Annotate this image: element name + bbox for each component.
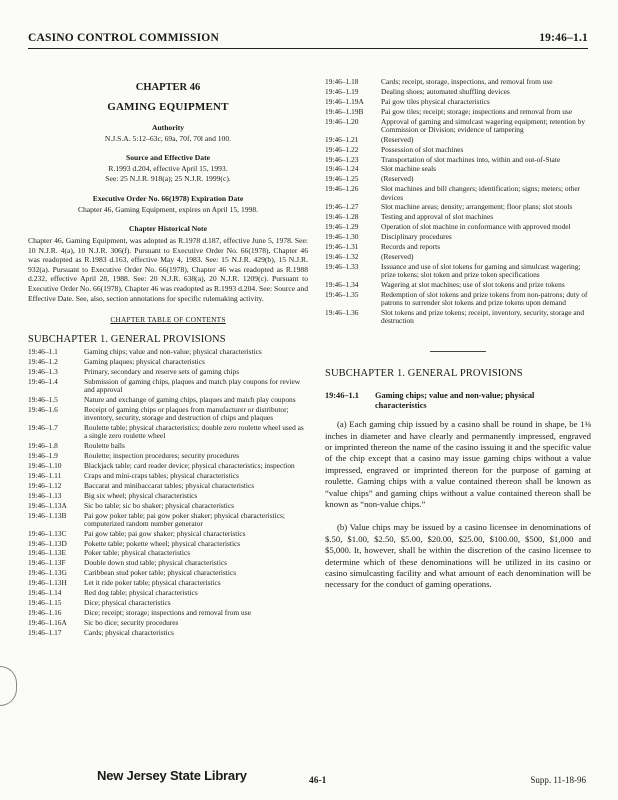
toc-row bbox=[28, 424, 308, 442]
toc-section-title: Slot tokens and prize tokens; receipt, inventory, security, storage and destruction bbox=[381, 308, 585, 326]
toc-section-title: Caribbean stud poker table; physical characteristics bbox=[84, 568, 237, 578]
toc-section-number: 19:46–1.2 bbox=[28, 357, 58, 367]
toc-section-title: Roulette; inspection procedures; security procedures bbox=[84, 451, 240, 461]
toc-section-title: Primary, secondary and reserve sets of gaming chips bbox=[84, 366, 240, 376]
toc-section-title: Receipt of gaming chips or plaques from manufacturer or distributor; inventory, security, storage and destruction of chips and plaques bbox=[84, 404, 289, 423]
toc-row bbox=[325, 185, 591, 203]
paragraph-a: (a) Each gaming chip issued by a casino shall be round in shape, be 1⅜ inches in diameter and have clearly and permanently impressed, engraved or imprinted thereon the name of the casino issuing it and the specific value of the chip except that a casino may issue gaming chips without a value impressed, engraved or imprinted thereon for the purpose of gaming at roulette. Gaming chips with a value contained thereon shall be known as “value chips” and gaming chips without a value contained thereon shall be known as “non-value chips.” bbox=[325, 419, 591, 510]
toc-section-number: 19:46–1.13C bbox=[28, 528, 67, 538]
toc-section-number: 19:46–1.13A bbox=[28, 500, 67, 510]
toc-section-number: 19:46–1.13B bbox=[28, 510, 67, 520]
toc-row bbox=[325, 291, 591, 309]
toc-section-number: 19:46–1.26 bbox=[325, 184, 359, 194]
toc-section-number: 19:46–1.13D bbox=[28, 538, 67, 548]
toc-row bbox=[28, 512, 308, 530]
toc-row bbox=[325, 165, 591, 175]
chapter-title: GAMING EQUIPMENT bbox=[107, 101, 229, 113]
toc-row bbox=[28, 629, 308, 639]
toc-section-title: Pai gow table; pai gow shaker; physical characteristics bbox=[84, 528, 246, 538]
toc-section-title: Transportation of slot machines into, within and out-of-State bbox=[381, 154, 561, 164]
paragraph-b: (b) Value chips may be issued by a casino licensee in denominations of $.50, $1.00, $2.50, $5.00, $20.00, $25.00, $100.00, $500, $1,000 and $5,000. It, however, shall be within the discretion of the casino licensee to determine which of these denominations will be utilized in its casino or casino simulcasting facility and what amount of each denomination will be necessary for the conduct of gaming operations. bbox=[325, 522, 591, 590]
toc-section-title: Issuance and use of slot tokens for gaming and simulcast wagering; prize tokens; slot token and prize token specifications bbox=[381, 261, 581, 280]
toc-section-title: Disciplinary procedures bbox=[381, 232, 452, 242]
toc-section-number: 19:46–1.9 bbox=[28, 451, 58, 461]
library-stamp: New Jersey State Library bbox=[97, 768, 247, 783]
toc-row bbox=[325, 118, 591, 136]
toc-section-number: 19:46–1.34 bbox=[325, 279, 359, 289]
toc-row bbox=[325, 243, 591, 253]
toc-section-title: Dealing shoes; automated shuffling devices bbox=[381, 86, 510, 96]
toc-section-number: 19:46–1.36 bbox=[325, 308, 359, 317]
toc-row bbox=[325, 156, 591, 166]
toc-section-number: 19:46–1.13F bbox=[28, 558, 66, 568]
toc-section-title: (Reserved) bbox=[381, 251, 414, 261]
left-column bbox=[28, 78, 308, 639]
toc-section-number: 19:46–1.6 bbox=[28, 404, 58, 414]
header-left: CASINO CONTROL COMMISSION bbox=[28, 32, 219, 44]
source-line-1: R.1993 d.204, effective April 15, 1993. bbox=[108, 164, 228, 173]
toc-section-title: Pai gow poker table; pai gow poker shaker; physical characteristics; computerized random number generator bbox=[84, 510, 285, 528]
toc-section-title: Possession of slot machines bbox=[381, 144, 464, 154]
toc-section-title: Roulette balls bbox=[84, 441, 125, 451]
section-number: 19:46–1.1 bbox=[325, 391, 359, 401]
toc-row bbox=[28, 406, 308, 424]
toc-section-number: 19:46–1.20 bbox=[325, 116, 359, 126]
toc-section-number: 19:46–1.30 bbox=[325, 232, 359, 242]
toc-section-title: Redemption of slot tokens and prize tokens from non-patrons; duty of patrons to surrender slot tokens and prize tokens upon demand bbox=[381, 289, 588, 308]
toc-section-number: 19:46–1.27 bbox=[325, 202, 359, 212]
toc-section-title: Big six wheel; physical characteristics bbox=[84, 490, 198, 500]
toc-row bbox=[28, 378, 308, 396]
toc-section-title: Blackjack table; card reader device; physical characteristics; inspection bbox=[84, 461, 295, 471]
toc-section-number: 19:46–1.7 bbox=[28, 423, 58, 433]
toc-section-title: Approval of gaming and simulcast wagering equipment; retention by Commission or Division; evidence of tampering bbox=[381, 116, 586, 134]
toc-section-title: Pai gow tiles physical characteristics bbox=[381, 96, 490, 106]
toc-section-title: Wagering at slot machines; use of slot tokens and prize tokens bbox=[381, 279, 565, 289]
section-title: Gaming chips; value and non-value; physical characteristics bbox=[375, 391, 535, 411]
toc-section-number: 19:46–1.31 bbox=[325, 241, 359, 251]
toc-section-number: 19:46–1.13 bbox=[28, 490, 62, 500]
toc-section-number: 19:46–1.10 bbox=[28, 461, 62, 471]
toc-section-title: Sic bo table; sic bo shaker; physical characteristics bbox=[84, 500, 235, 510]
supplement-date: Supp. 11-18-96 bbox=[530, 775, 586, 785]
historical-note-text: Chapter 46, Gaming Equipment, was adopted as R.1978 d.187, effective June 5, 1978. See: 10 N.J.R. 4(a), 10 N.J.R. 306(f). Pursuant to Executive Order No. 66(1978), Chapter 46 was readopted as R.1983 d.163, effective May 4, 1983. See: 15 N.J.R. 429(b), 15 N.J.R. 932(a). Pursuant to Executive Order No. 66(1978), Chapter 46 was readopted as R.1988 d.232, effective April 28, 1988. See: 20 N.J.R. 638(a), 20 N.J.R. 1209(c). Pursuant to Executive Order No. 66(1978), Chapter 46 was readopted as R.1993 d.204. See: Source and Effective Date. See, also, section annotations for specific rulemaking activity. bbox=[28, 236, 308, 303]
toc-section-number: 19:46–1.16A bbox=[28, 617, 67, 627]
toc-section-title: Craps and mini-craps tables; physical characteristics bbox=[84, 470, 239, 480]
toc-section-title: Baccarat and minibaccarat tables; physical characteristics bbox=[84, 480, 255, 490]
toc-section-number: 19:46–1.15 bbox=[28, 597, 62, 607]
toc-section-number: 19:46–1.22 bbox=[325, 144, 359, 154]
toc-section-title: (Reserved) bbox=[381, 174, 414, 184]
toc-title: CHAPTER TABLE OF CONTENTS bbox=[110, 315, 226, 325]
toc-section-number: 19:46–1.3 bbox=[28, 366, 58, 376]
exec-order-text: Chapter 46, Gaming Equipment, expires on April 15, 1998. bbox=[77, 205, 259, 214]
toc-section-title: Cards; physical characteristics bbox=[84, 627, 174, 637]
toc-section-title: Nature and exchange of gaming chips, plaques and match play coupons bbox=[84, 395, 296, 405]
toc-section-number: 19:46–1.13E bbox=[28, 548, 66, 558]
toc-section-number: 19:46–1.33 bbox=[325, 261, 359, 271]
toc-section-title: (Reserved) bbox=[381, 134, 414, 144]
toc-section-title: Sic bo dice; security procedures bbox=[84, 617, 179, 627]
source-line-2: See: 25 N.J.R. 918(a); 25 N.J.R. 1999(c). bbox=[105, 174, 231, 183]
authority-heading: Authority bbox=[151, 123, 185, 132]
historical-note-heading: Chapter Historical Note bbox=[129, 224, 207, 233]
toc-section-number: 19:46–1.29 bbox=[325, 222, 359, 232]
authority-text: N.J.S.A. 5:12–63c, 69a, 70f, 70l and 100. bbox=[104, 134, 232, 143]
toc-section-number: 19:46–1.19A bbox=[325, 96, 364, 106]
toc-section-number: 19:46–1.28 bbox=[325, 212, 359, 222]
toc-section-title: Let it ride poker table; physical characteristics bbox=[84, 578, 221, 588]
toc-section-title: Roulette table; physical characteristics; double zero roulette wheel used as a single zero roulette wheel bbox=[84, 423, 304, 441]
toc-section-number: 19:46–1.11 bbox=[28, 470, 62, 480]
toc-section-number: 19:46–1.12 bbox=[28, 480, 62, 490]
toc-row bbox=[325, 309, 591, 327]
toc-section-number: 19:46–1.25 bbox=[325, 174, 359, 184]
toc-section-number: 19:46–1.5 bbox=[28, 395, 58, 405]
toc-section-title: Gaming plaques; physical characteristics bbox=[84, 357, 205, 367]
toc-section-title: Operation of slot machine in conformance with approved model bbox=[381, 222, 571, 232]
toc-section-title: Testing and approval of slot machines bbox=[381, 212, 494, 222]
toc-section-number: 19:46–1.4 bbox=[28, 376, 58, 386]
toc-section-number: 19:46–1.19 bbox=[325, 86, 359, 96]
toc-section-number: 19:46–1.14 bbox=[28, 588, 62, 598]
toc-right-list bbox=[325, 78, 591, 327]
section-divider bbox=[430, 351, 486, 352]
toc-section-number: 19:46–1.16 bbox=[28, 607, 62, 617]
toc-section-title: Red dog table; physical characteristics bbox=[84, 588, 198, 598]
toc-row bbox=[325, 233, 591, 243]
toc-section-title: Pokette table; pokette wheel; physical characteristics bbox=[84, 538, 241, 548]
section-heading bbox=[325, 391, 591, 411]
toc-section-number: 19:46–1.21 bbox=[325, 134, 359, 144]
toc-section-title: Slot machine seals bbox=[381, 164, 437, 174]
page-number: 46-1 bbox=[309, 776, 327, 786]
running-header bbox=[28, 30, 588, 49]
toc-section-title: Dice; receipt; storage; inspections and removal from use bbox=[84, 607, 251, 617]
toc-section-title: Slot machines and bill changers; identification; signs; meters; other devices bbox=[381, 184, 581, 202]
toc-section-number: 19:46–1.17 bbox=[28, 627, 62, 637]
toc-row bbox=[325, 223, 591, 233]
header-right: 19:46–1.1 bbox=[539, 32, 588, 44]
source-heading: Source and Effective Date bbox=[125, 153, 210, 162]
toc-section-number: 19:46–1.24 bbox=[325, 164, 359, 174]
toc-section-number: 19:46–1.13H bbox=[28, 578, 67, 588]
right-column bbox=[325, 78, 591, 591]
toc-section-title: Submission of gaming chips, plaques and match play coupons for review and approval bbox=[84, 376, 301, 395]
toc-section-title: Gaming chips; value and non-value; physical characteristics bbox=[84, 347, 262, 357]
toc-section-title: Poker table; physical characteristics bbox=[84, 548, 191, 558]
toc-section-title: Records and reports bbox=[381, 241, 441, 251]
toc-section-number: 19:46–1.35 bbox=[325, 289, 359, 299]
toc-section-number: 19:46–1.1 bbox=[28, 347, 58, 357]
margin-binding-mark bbox=[0, 666, 17, 706]
subchapter-heading-right: SUBCHAPTER 1. GENERAL PROVISIONS bbox=[325, 368, 523, 380]
toc-section-number: 19:46–1.13G bbox=[28, 568, 67, 578]
toc-section-number: 19:46–1.18 bbox=[325, 77, 359, 86]
toc-section-number: 19:46–1.32 bbox=[325, 251, 359, 261]
toc-row bbox=[325, 263, 591, 281]
toc-section-number: 19:46–1.8 bbox=[28, 441, 58, 451]
exec-order-heading: Executive Order No. 66(1978) Expiration Date bbox=[92, 194, 244, 203]
toc-section-number: 19:46–1.23 bbox=[325, 154, 359, 164]
toc-section-title: Double down stud table; physical characteristics bbox=[84, 558, 228, 568]
toc-section-title: Slot machine areas; density; arrangement; floor plans; slot stools bbox=[381, 202, 573, 212]
toc-section-title: Cards; receipt, storage, inspections, and removal from use bbox=[381, 77, 553, 86]
subchapter-heading: SUBCHAPTER 1. GENERAL PROVISIONS bbox=[28, 334, 226, 346]
chapter-label: CHAPTER 46 bbox=[135, 82, 201, 93]
toc-left-list bbox=[28, 348, 308, 638]
toc-section-title: Dice; physical characteristics bbox=[84, 597, 171, 607]
toc-section-title: Pai gow tiles; receipt; storage; inspections and removal from use bbox=[381, 106, 573, 116]
toc-section-number: 19:46–1.19B bbox=[325, 106, 364, 116]
